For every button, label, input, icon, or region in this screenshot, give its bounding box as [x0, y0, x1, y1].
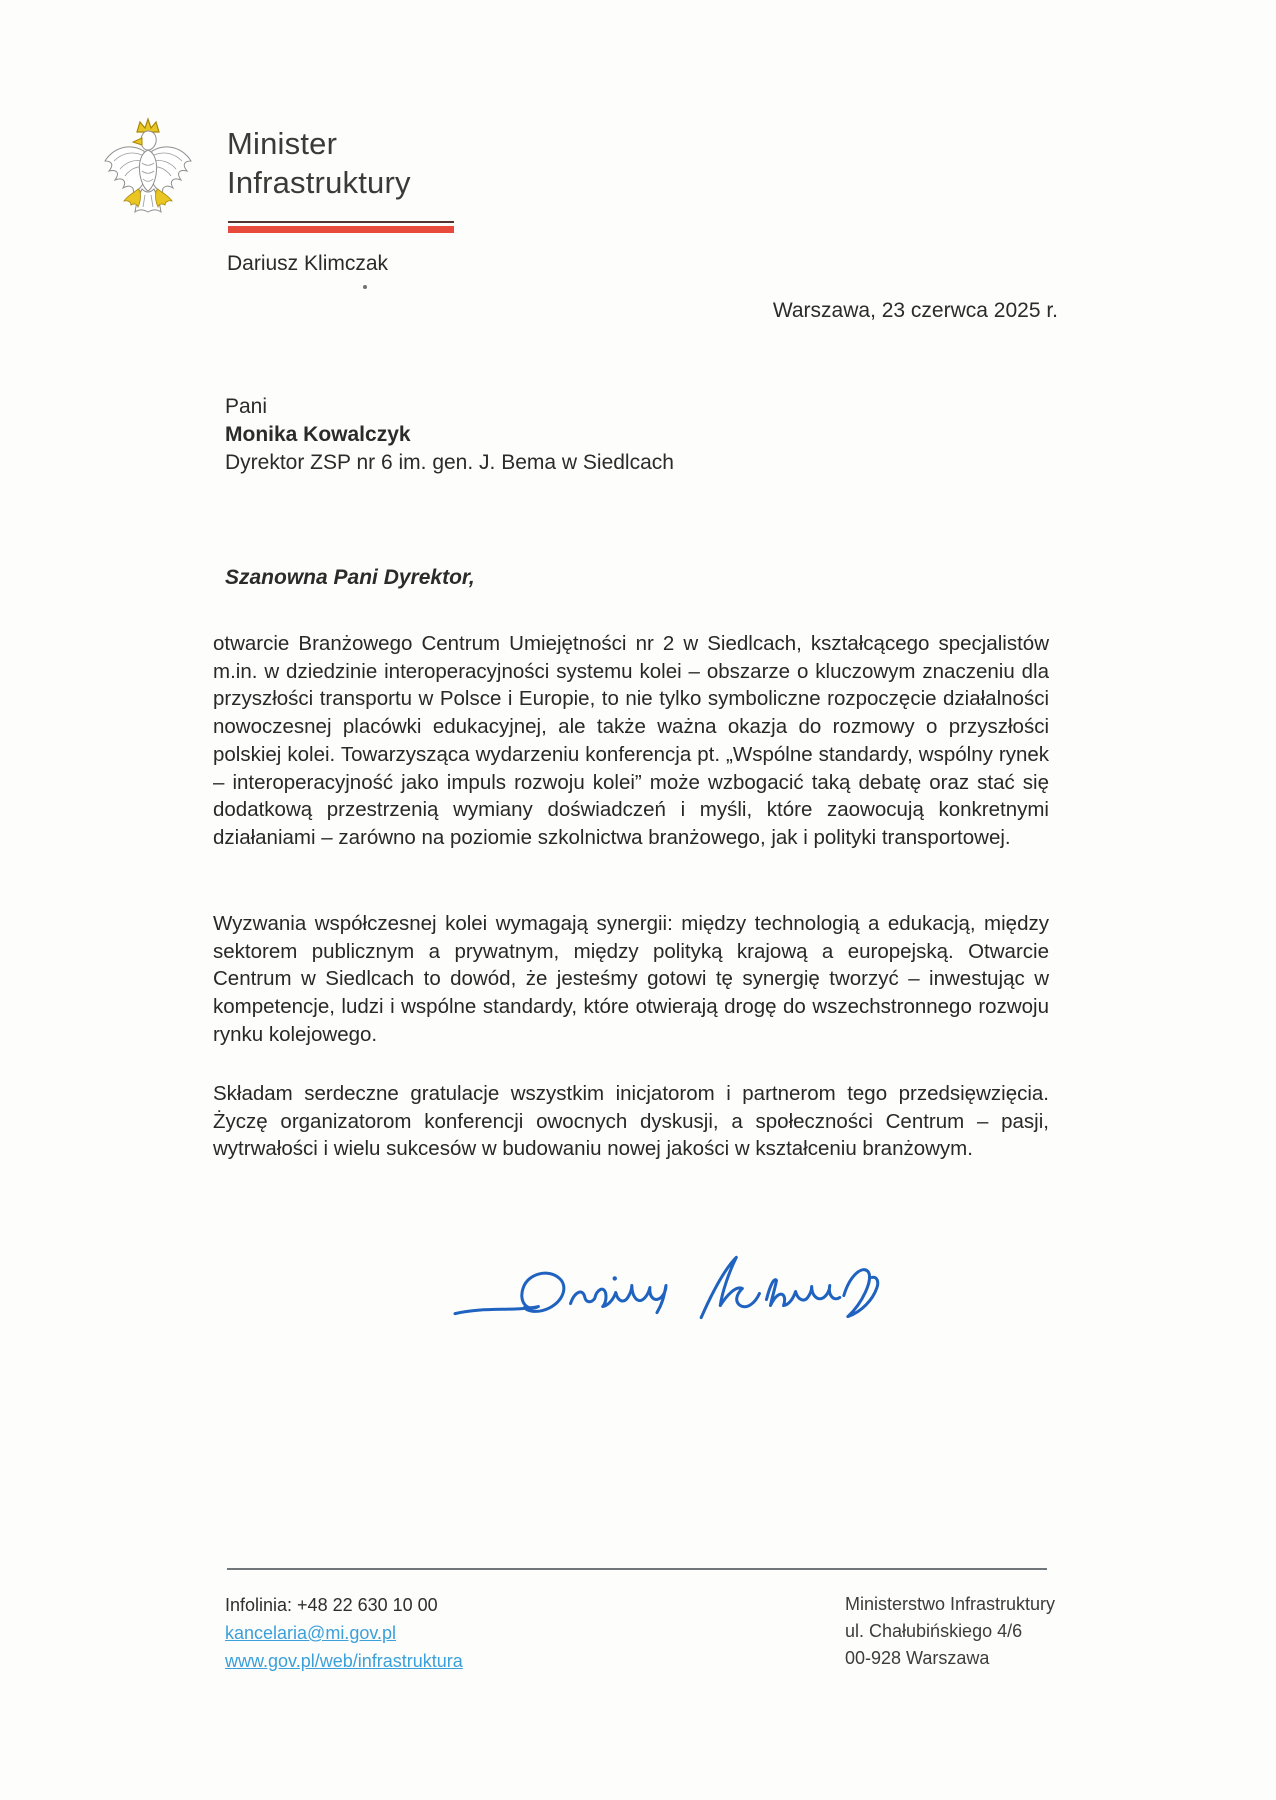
footer-contact — [225, 1591, 463, 1675]
polish-eagle-icon — [98, 116, 198, 228]
ministry-name: Ministerstwo Infrastruktury — [845, 1594, 1056, 1614]
recipient-salutation: Pani — [225, 395, 268, 418]
ministry-title-line1: Minister — [227, 126, 338, 161]
body-paragraph-2: Wyzwania współczesnej kolei wymagają synergii: między technologią a edukacją, między sektorem publicznym a prywatnym, między polityką krajową a europejską. Otwarcie Centrum w Siedlcach to dowód, że jesteśmy gotowi tę synergię tworzyć – inwestując w kompetencje, ludzi i wspólne standardy, które otwierają drogę do wszechstronnego rozwoju rynku kolejowego. — [213, 912, 1049, 1046]
body-paragraph-3: Składam serdeczne gratulacje wszystkim inicjatorom i partnerom tego przedsięwzięcia. Życzę organizatorom konferencji owocnych dyskusji, a społeczności Centrum – pasji, wytrwałości i wielu sukcesów w budowaniu nowej jakości w kształceniu branżowym. — [213, 1082, 1049, 1161]
infoline-text: Infolinia: +48 22 630 10 00 — [225, 1595, 438, 1615]
website-link[interactable]: www.gov.pl/web/infrastruktura — [225, 1651, 463, 1671]
date-line: Warszawa, 23 czerwca 2025 r. — [772, 299, 1058, 322]
greeting: Szanowna Pani Dyrektor, — [225, 566, 475, 589]
letterhead-rule — [228, 221, 454, 223]
scan-artifact-dot — [363, 285, 367, 289]
coat-of-arms — [98, 116, 198, 228]
minister-name: Dariusz Klimczak — [227, 252, 389, 275]
recipient-title: Dyrektor ZSP nr 6 im. gen. J. Bema w Siedlcach — [225, 451, 674, 474]
ministry-title-line2: Infrastruktury — [227, 165, 411, 200]
letterhead-title — [227, 124, 411, 202]
signature-ink-icon — [450, 1240, 882, 1346]
email-link[interactable]: kancelaria@mi.gov.pl — [225, 1623, 397, 1643]
footer-address — [845, 1591, 1055, 1672]
letterhead-red-bar — [228, 226, 454, 233]
handwritten-signature — [450, 1240, 882, 1346]
ministry-city: 00-928 Warszawa — [845, 1648, 990, 1668]
footer-divider — [227, 1568, 1047, 1570]
ministry-street: ul. Chałubińskiego 4/6 — [845, 1621, 1023, 1641]
body-paragraph-1: otwarcie Branżowego Centrum Umiejętności nr 2 w Siedlcach, kształcącego specjalistów m.in. w dziedzinie interoperacyjności systemu kolei – obszarze o kluczowym znaczeniu dla przyszłości transportu w Polsce i Europie, to nie tylko symboliczne rozpoczęcie działalności nowoczesnej placówki edukacyjnej, ale także ważna okazja do rozmowy o przyszłości polskiej kolei. Towarzysząca wydarzeniu konferencja pt. „Wspólne standardy, wspólny rynek – interoperacyjność jako impuls rozwoju kolei” może wzbogacić taką debatę oraz stać się dodatkową przestrzenią wymiany doświadczeń i myśli, które zaowocują konkretnymi działaniami – zarówno na poziomie szkolnictwa branżowego, jak i polityki transportowej. — [213, 632, 1049, 849]
recipient-block — [225, 393, 674, 477]
recipient-name: Monika Kowalczyk — [225, 423, 411, 446]
